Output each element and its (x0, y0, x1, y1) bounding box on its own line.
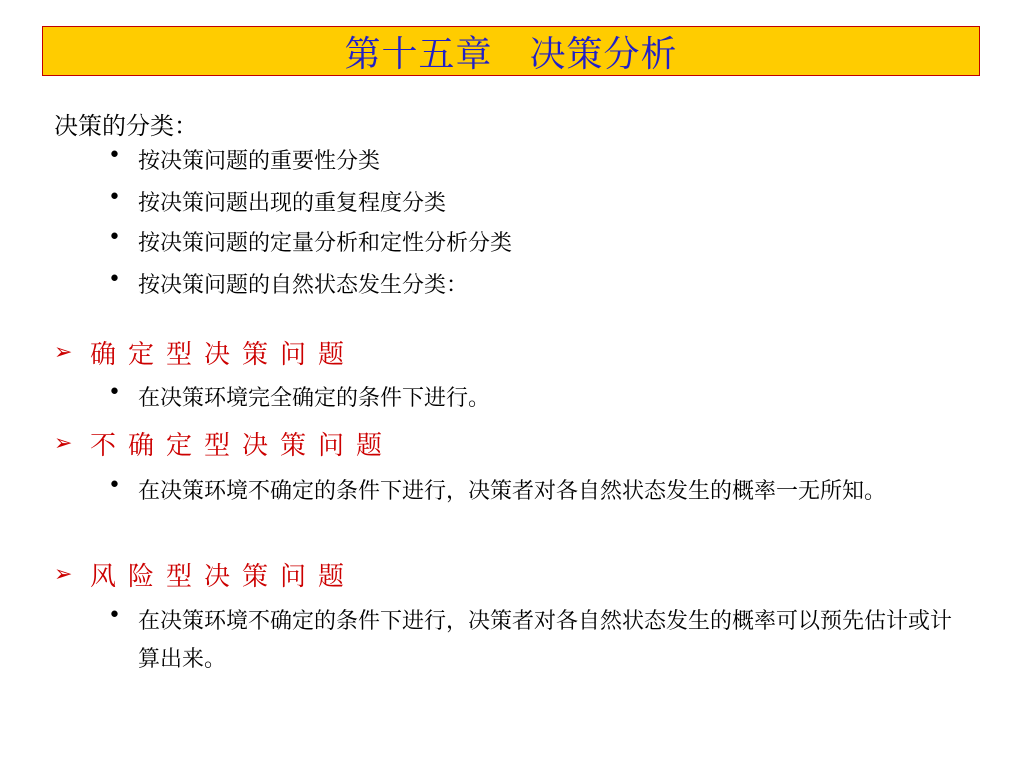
bullet-icon: • (108, 225, 121, 250)
bullet-icon: • (108, 380, 121, 405)
arrow-bullet-icon: ➢ (54, 562, 73, 587)
bullet-icon: • (108, 473, 121, 498)
section-heading-deterministic (54, 334, 356, 371)
category-text: 按决策问题出现的重复程度分类 (138, 191, 447, 216)
bullet-icon: • (108, 603, 121, 628)
bullet-icon: • (108, 143, 121, 168)
section-detail-text: 在决策环境不确定的条件下进行，决策者对各自然状态发生的概率一无所知。 (138, 479, 887, 504)
category-item-3 (108, 225, 968, 263)
section-heading-risk (54, 556, 356, 593)
section-detail-text: 在决策环境完全确定的条件下进行。 (138, 386, 491, 411)
category-text: 按决策问题的自然状态发生分类： (138, 273, 469, 298)
section-detail-uncertain (108, 473, 968, 511)
bullet-icon: • (108, 185, 121, 210)
category-text: 按决策问题的重要性分类 (138, 149, 381, 174)
section-heading-text: 确定型决策问题 (90, 340, 357, 370)
slide-title: 第十五章 决策分析 (344, 33, 678, 75)
section-heading-uncertain (54, 425, 394, 462)
section-detail-text: 在决策环境不确定的条件下进行，决策者对各自然状态发生的概率可以预先估计或计算出来。 (138, 609, 953, 672)
section-heading-text: 风险型决策问题 (90, 562, 357, 592)
bullet-icon: • (108, 267, 121, 292)
section-detail-deterministic (108, 380, 968, 418)
category-item-2 (108, 185, 968, 223)
section-heading-text: 不确定型决策问题 (90, 431, 395, 461)
category-item-4 (108, 267, 968, 305)
section-detail-risk (108, 603, 968, 679)
arrow-bullet-icon: ➢ (54, 340, 73, 365)
category-text: 按决策问题的定量分析和定性分析分类 (138, 231, 513, 256)
intro-text: 决策的分类： (54, 112, 198, 140)
slide-title-bar (42, 26, 980, 76)
category-item-1 (108, 143, 968, 181)
arrow-bullet-icon: ➢ (54, 431, 73, 456)
